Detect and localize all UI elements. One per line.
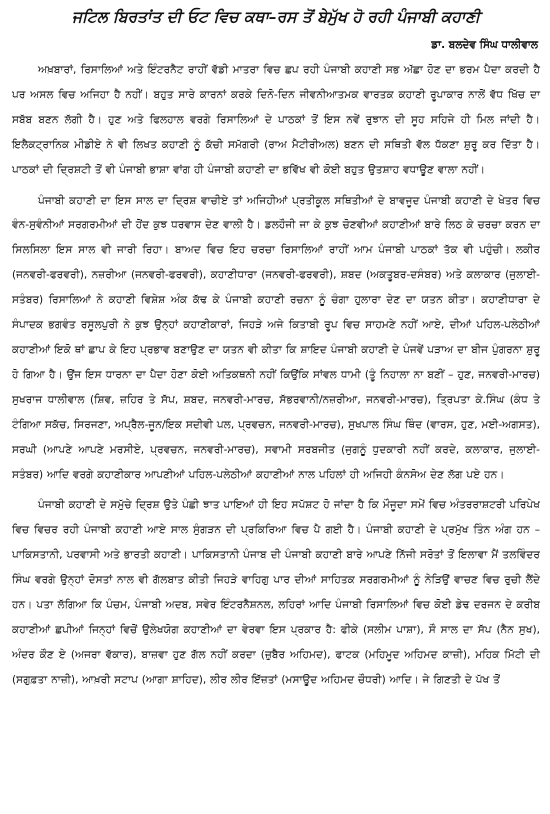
article-author: ਡਾ. ਬਲਦੇਵ ਸਿੰਘ ਧਾਲੀਵਾਲ [431, 39, 538, 51]
article-title: ਜਟਿਲ ਬਿਰਤਾਂਤ ਦੀ ਓਟ ਵਿਚ ਕਥਾ–ਰਸ ਤੋਂ ਬੇਮੁੱਖ ਹੋ ਰਹੀ ਪੰਜਾਬੀ ਕਹਾਣੀ [71, 8, 481, 26]
paragraph: ਅਖ਼ਬਾਰਾਂ, ਰਿਸਾਲਿਆਂ ਅਤੇ ਇੰਟਰਨੈਟ ਰਾਹੀਂ ਵੱਡੀ ਮਾਤਰਾ ਵਿਚ ਛਪ ਰਹੀ ਪੰਜਾਬੀ ਕਹਾਣੀ ਸਭ ਅੱਛਾ ਹੋਣ ਦਾ ਭਰਮ ਪੈਦਾ ਕਰਦੀ ਹੈ ਪਰ ਅਸਲ ਵਿਚ ਅਜਿਹਾ ਹੈ ਨਹੀਂ। ਬਹੁਤ ਸਾਰੇ ਕਾਰਨਾਂ ਕਰਕੇ ਦਿਨੋ-ਦਿਨ ਜੀਵਨੀਆਤਮਕ ਵਾਰਤਕ ਕਹਾਣੀ ਰੂਪਾਕਾਰ ਨਾਲੋਂ ਵੱਧ ਖਿੱਚ ਦਾ ਸਬੱਬ ਬਣਨ ਲੱਗੀ ਹੈ। ਹੁਣ ਅਤੇ ਫਿਲਹਾਲ ਵਰਗੇ ਰਿਸਾਲਿਆਂ ਦੇ ਪਾਠਕਾਂ ਤੋਂ ਇਸ ਨਵੇਂ ਰੁਝਾਨ ਦੀ ਸੂਹ ਸਹਿਜੇ ਹੀ ਮਿਲ ਜਾਂਦੀ ਹੈ। ਇਲੈਕਟ੍ਰਾਨਿਕ ਮੀਡੀਏ ਨੇ ਵੀ ਲਿਖਤ ਕਹਾਣੀ ਨੂੰ ਕੱਚੀ ਸਮੱਗਰੀ (ਰਾਅ ਮੈਟੀਰੀਅਲ) ਬਣਨ ਦੀ ਸਥਿਤੀ ਵੱਲ ਧੱਕਣਾ ਸ਼ੁਰੂ ਕਰ ਦਿੱਤਾ ਹੈ। ਪਾਠਕਾਂ ਦੀ ਦ੍ਰਿਸ਼ਟੀ ਤੋਂ ਵੀ ਪੰਜਾਬੀ ਭਾਸ਼ਾ ਵਾਂਗ ਹੀ ਪੰਜਾਬੀ ਕਹਾਣੀ ਦਾ ਭਵਿੱਖ ਵੀ ਕੋਈ ਬਹੁਤ ਉਤਸ਼ਾਹ ਵਧਾਊਣ ਵਾਲਾ ਨਹੀਂ। [12, 64, 540, 176]
paragraph: ਪੰਜਾਬੀ ਕਹਾਣੀ ਦੇ ਸਮੁੱਚੇ ਦ੍ਰਿਸ਼ ਉਤੇ ਪੰਛੀ ਝਾਤ ਪਾਇਆਂ ਹੀ ਇਹ ਸਪੱਸ਼ਟ ਹੋ ਜਾਂਦਾ ਹੈ ਕਿ ਮੌਜੂਦਾ ਸਮੇਂ ਵਿਚ ਅੰਤਰਰਾਸ਼ਟਰੀ ਪਰਿਪੇਖ ਵਿਚ ਵਿਚਰ ਰਹੀ ਪੰਜਾਬੀ ਕਹਾਣੀ ਆਏ ਸਾਲ ਸੁੰਗੜਨ ਦੀ ਪ੍ਰਕਿਰਿਆ ਵਿਚ ਪੈ ਗਈ ਹੈ। ਪੰਜਾਬੀ ਕਹਾਣੀ ਦੇ ਪ੍ਰਮੁੱਖ ਤਿੰਨ ਅੰਗ ਹਨ – ਪਾਕਿਸਤਾਨੀ, ਪਰਵਾਸੀ ਅਤੇ ਭਾਰਤੀ ਕਹਾਣੀ। ਪਾਕਿਸਤਾਨੀ ਪੰਜਾਬ ਦੀ ਪੰਜਾਬੀ ਕਹਾਣੀ ਬਾਰੇ ਆਪਣੇ ਨਿੱਜੀ ਸਰੋਤਾਂ ਤੋਂ ਇਲਾਵਾ ਮੈਂ ਤਲਵਿੰਦਰ ਸਿੰਘ ਵਰਗੇ ਉਨ੍ਹਾਂ ਦੋਸਤਾਂ ਨਾਲ ਵੀ ਗੱਲਬਾਤ ਕੀਤੀ ਜਿਹੜੇ ਵਾਹਿਗੁ ਪਾਰ ਦੀਆਂ ਸਾਹਿਤਕ ਸਰਗਰਮੀਆਂ ਨੂੰ ਨੇੜਿਉਂ ਵਾਚਣ ਵਿਚ ਰੁਚੀ ਲੈਂਦੇ ਹਨ। ਪਤਾ ਲੱਗਿਆ ਕਿ ਪੰਚਮ, ਪੰਜਾਬੀ ਅਦਬ, ਸਵੇਰ ਇੰਟਰਨੈਸ਼ਨਲ, ਲਹਿਰਾਂ ਆਦਿ ਪੰਜਾਬੀ ਰਿਸਾਲਿਆਂ ਵਿਚ ਕੋਈ ਡੇਢ ਦਰਜਨ ਦੇ ਕਰੀਬ ਕਹਾਣੀਆਂ ਛਪੀਆਂ ਜਿਨ੍ਹਾਂ ਵਿਚੋਂ ਉਲੇਖਯੋਗ ਕਹਾਣੀਆਂ ਦਾ ਵੇਰਵਾ ਇਸ ਪ੍ਰਕਾਰ ਹੈ: ਫੀਕੇ (ਸਲੀਮ ਪਾਸ਼ਾ), ਸੌ ਸਾਲ ਦਾ ਸੱਪ (ਨੈਨ ਸੁਖ), ਅੰਦਰ ਕੌਣ ਏ (ਅਜਰਾ ਵੱਕਾਰ), ਬਾਜ਼ਵਾ ਹੁਣ ਗੱਲ ਨਹੀਂ ਕਰਦਾ (ਜ਼ੁਬੈਰ ਅਹਿਮਦ), ਫਾਟਕ (ਮਹਿਮੂਦ ਅਹਿਮਦ ਕਾਜ਼ੀ), ਮਹਿਕ ਮਿੱਟੀ ਦੀ (ਸਗੁਫ਼ਤਾ ਨਾਜ਼ੀ), ਆਖ਼ਰੀ ਸਟਾਪ (ਆਗਾ ਸ਼ਾਹਿਦ), ਲੀਰ ਲੀਰ ਇੱਜ਼ਤਾਂ (ਮਸਾਊਦ ਅਹਿਮਦ ਚੌਧਰੀ) ਆਦਿ। ਜੇ ਗਿਣਤੀ ਦੇ ਪੱਖ ਤੋਂ [12, 499, 540, 686]
paragraph: ਪੰਜਾਬੀ ਕਹਾਣੀ ਦਾ ਇਸ ਸਾਲ ਦਾ ਦ੍ਰਿਸ਼ ਵਾਚੀਏ ਤਾਂ ਅਜਿਹੀਆਂ ਪ੍ਰਤੀਕੂਲ ਸਥਿਤੀਆਂ ਦੇ ਬਾਵਜੂਦ ਪੰਜਾਬੀ ਕਹਾਣੀ ਦੇ ਖੇਤਰ ਵਿਚ ਵੰਨ-ਸੁਵੰਨੀਆਂ ਸਰਗਰਮੀਆਂ ਦੀ ਹੋਂਦ ਕੁਝ ਧਰਵਾਸ ਦੇਣ ਵਾਲੀ ਹੈ। ਡਲਹੌਜੀ ਜਾ ਕੇ ਕੁਝ ਚੋਣਵੀਆਂ ਕਹਾਣੀਆਂ ਬਾਰੇ ਲਿਠ ਕੇ ਚਰਚਾ ਕਰਨ ਦਾ ਸਿਲਸਿਲਾ ਇਸ ਸਾਲ ਵੀ ਜਾਰੀ ਰਿਹਾ। ਬਾਅਦ ਵਿਚ ਇਹ ਚਰਚਾ ਰਿਸਾਲਿਆਂ ਰਾਹੀਂ ਆਮ ਪੰਜਾਬੀ ਪਾਠਕਾਂ ਤੱਕ ਵੀ ਪਹੁੰਚੀ। ਲਕੀਰ (ਜਨਵਰੀ-ਫਰਵਰੀ), ਨਜ਼ਰੀਆ (ਜਨਵਰੀ-ਫਰਵਰੀ), ਕਹਾਣੀਧਾਰਾ (ਜਨਵਰੀ-ਫਰਵਰੀ), ਸ਼ਬਦ (ਅਕਤੂਬਰ-ਦਸੰਬਰ) ਅਤੇ ਕਲਾਕਾਰ (ਜੁਲਾਈ-ਸਤੰਬਰ) ਰਿਸਾਲਿਆਂ ਨੇ ਕਹਾਣੀ ਵਿਸ਼ੇਸ਼ ਅੰਕ ਕੱਢ ਕੇ ਪੰਜਾਬੀ ਕਹਾਣੀ ਰਚਨਾ ਨੂੰ ਚੰਗਾ ਹੁਲਾਰਾ ਦੇਣ ਦਾ ਯਤਨ ਕੀਤਾ। ਕਹਾਣੀਧਾਰਾ ਦੇ ਸੰਪਾਦਕ ਭਗਵੰਤ ਰਸੂਲਪੁਰੀ ਨੇ ਕੁਝ ਉਨ੍ਹਾਂ ਕਹਾਣੀਕਾਰਾਂ, ਜਿਹੜੇ ਅਜੇ ਕਿਤਾਬੀ ਰੂਪ ਵਿਚ ਸਾਹਮਣੇ ਨਹੀਂ ਆਏ, ਦੀਆਂ ਪਹਿਲ-ਪਲੇਠੀਆਂ ਕਹਾਣੀਆਂ ਇਕੋ ਥਾਂ ਛਾਪ ਕੇ ਇਹ ਪ੍ਰਭਾਵ ਬਣਾਉਣ ਦਾ ਯਤਨ ਵੀ ਕੀਤਾ ਕਿ ਸ਼ਾਇਦ ਪੰਜਾਬੀ ਕਹਾਣੀ ਦੇ ਪੰਜਵੇਂ ਪੜਾਅ ਦਾ ਬੀਜ ਪੁੰਗਰਨਾ ਸ਼ੁਰੂ ਹੋ ਗਿਆ ਹੈ। ਉਂਜ ਇਸ ਧਾਰਨਾ ਦਾ ਪੈਦਾ ਹੋਣਾ ਕੋਈ ਅਤਿਕਥਨੀ ਨਹੀਂ ਕਿਉਂਕਿ ਸਾਂਵਲ ਧਾਮੀ (ਤੂੰ ਨਿਹਾਲਾ ਨਾ ਬਣੀਂ – ਹੁਣ, ਜਨਵਰੀ-ਮਾਰਚ) ਸੁਖਰਾਜ ਧਾਲੀਵਾਲ (ਸ਼ਿਵ, ਜ਼ਹਿਰ ਤੇ ਸੱਪ, ਸ਼ਬਦ, ਜਨਵਰੀ-ਮਾਰਚ, ਸੱਭਰਵਾਨੀ/ਨਜ਼ਰੀਆ, ਜਨਵਰੀ-ਮਾਰਚ), ਤ੍ਰਿਪਤਾ ਕੇ.ਸਿੰਘ (ਕੰਧ ਤੇ ਟੰਗਿਆ ਸਕੱਚ, ਸਿਰਜਣਾ, ਅਪ੍ਰੈਲ-ਜੂਨ/ਇਕ ਸਦੀਵੀ ਪਲ, ਪ੍ਰਵਚਨ, ਜਨਵਰੀ-ਮਾਰਚ), ਸੁਖਪਾਲ ਸਿੰਘ ਥਿੰਦ (ਵਾਰਸ, ਹੁਣ, ਮਈ-ਅਗਸਤ), ਸਰਘੀ (ਆਪਣੇ ਆਪਣੇ ਮਰਸੀਏ, ਪ੍ਰਵਚਨ, ਜਨਵਰੀ-ਮਾਰਚ), ਸਵਾਮੀ ਸਰਬਜੀਤ (ਜੁਗਨੂੰ ਧੁਦਕਾਰੀ ਨਹੀਂ ਕਰਦੇ, ਕਲਾਕਾਰ, ਜੁਲਾਈ-ਸਤੰਬਰ) ਆਦਿ ਵਰਗੇ ਕਹਾਣੀਕਾਰ ਆਪਣੀਆਂ ਪਹਿਲ-ਪਲੇਠੀਆਂ ਕਹਾਣੀਆਂ ਨਾਲ ਪਹਿਲਾਂ ਹੀ ਅਜਿਹੀ ਕੰਨਸੋਅ ਦੇਣ ਲੱਗ ਪਏ ਹਨ। [12, 194, 540, 481]
